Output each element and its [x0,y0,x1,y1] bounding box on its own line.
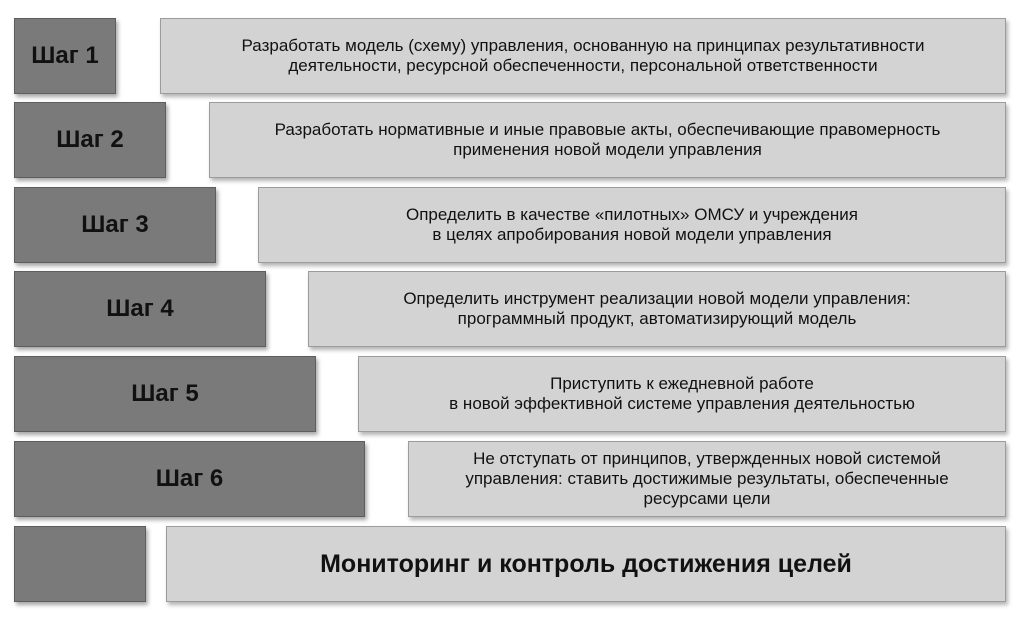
step-6-label: Шаг 6 [14,441,365,517]
step-5-label: Шаг 5 [14,356,316,432]
step-5-text: Приступить к ежедневной работе в новой эффективной системе управления деятельностью [449,374,915,413]
final-description [166,526,1006,602]
step-2-description [209,102,1006,178]
step-4-text: Определить инструмент реализации новой модели управления: программный продукт, автоматизирующий модель [403,289,911,328]
step-1-label: Шаг 1 [14,18,116,94]
step-4-label: Шаг 4 [14,271,266,347]
step-6-text: Не отступать от принципов, утвержденных новой системой управления: ставить достижимые результаты, обеспеченные ресурсами цели [465,449,949,508]
final-label-block [14,526,146,602]
step-3-description [258,187,1006,263]
step-4-description [308,271,1006,347]
step-2-text: Разработать нормативные и иные правовые акты, обеспечивающие правомерность применения новой модели управления [274,120,941,159]
step-5-description [358,356,1006,432]
step-1-description [160,18,1006,94]
step-3-text: Определить в качестве «пилотных» ОМСУ и учреждения в целях апробирования новой модели управления [406,205,858,244]
step-1-text: Разработать модель (схему) управления, основанную на принципах результативности деятельности, ресурсной обеспеченности, персональной ответственности [241,36,925,75]
step-6-description [408,441,1006,517]
final-text: Мониторинг и контроль достижения целей [320,550,852,578]
step-3-label: Шаг 3 [14,187,216,263]
step-2-label: Шаг 2 [14,102,166,178]
